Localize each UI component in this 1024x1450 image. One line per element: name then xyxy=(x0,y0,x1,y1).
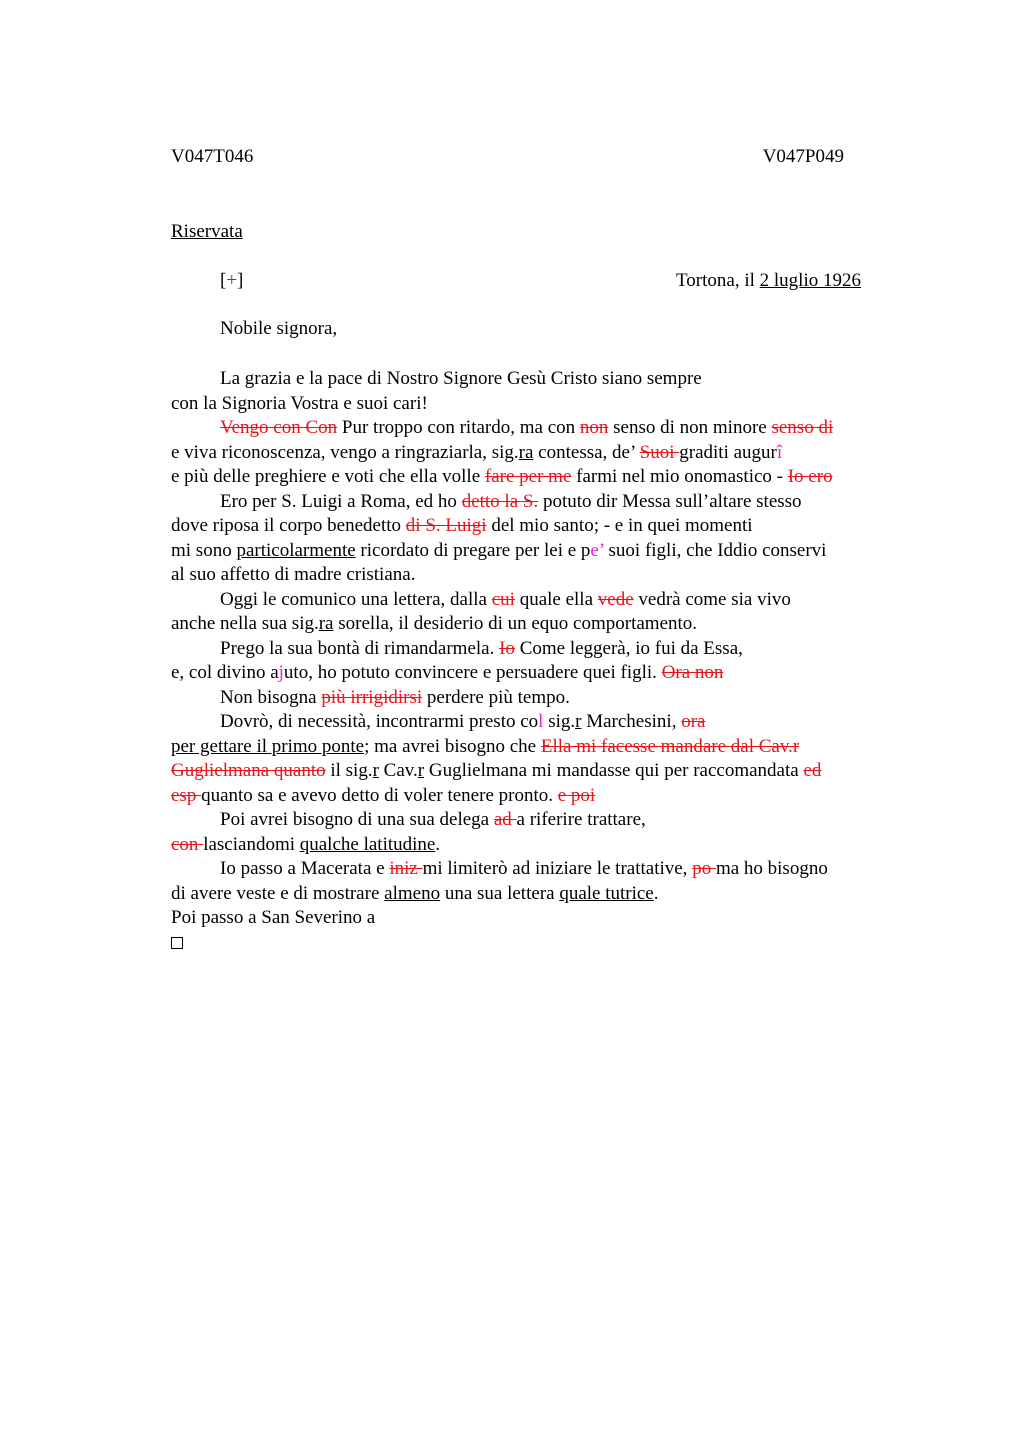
insertion: l xyxy=(538,711,544,732)
deletion: cui xyxy=(491,588,515,610)
cross-mark: [+] xyxy=(220,270,244,291)
underlined-text: almeno xyxy=(384,882,441,904)
deletion: esp xyxy=(171,784,202,806)
text-line: Poi avrei bisogno di una sua delega ad a riferire trattare, xyxy=(220,809,646,830)
text-line: dove riposa il corpo benedetto di S. Luigi del mio santo; - e in quei momenti xyxy=(171,515,753,536)
text-line: al suo affetto di madre cristiana. xyxy=(171,564,416,585)
left-document-id: V047T046 xyxy=(171,146,254,167)
checkbox-square-icon xyxy=(171,937,183,949)
text-line: Vengo con Con Pur troppo con ritardo, ma con non senso di non minore senso di xyxy=(220,417,834,438)
text-line: Dovrò, di necessità, incontrarmi presto col sig.r Marchesini, ora xyxy=(220,711,706,732)
right-document-id: V047P049 xyxy=(762,146,844,167)
text-line: e più delle preghiere e voti che ella volle fare per me farmi nel mio onomastico - Io ero xyxy=(171,466,833,487)
text-line: Poi passo a San Severino a xyxy=(171,907,376,928)
deletion: vede xyxy=(597,588,634,610)
place-date: Tortona, il 2 luglio 1926 xyxy=(676,270,861,291)
deletion: Io xyxy=(499,637,515,659)
insertion: e’ xyxy=(590,539,604,561)
text-line: Prego la sua bontà di rimandarmela. Io Come leggerà, io fui da Essa, xyxy=(220,637,743,659)
document-ids xyxy=(171,146,844,170)
insertion: j xyxy=(278,662,284,683)
underlined-text: ra xyxy=(318,613,334,634)
deletion: iniz xyxy=(389,858,423,879)
deletion: ad xyxy=(493,809,517,830)
end-marker xyxy=(171,931,901,956)
letter-date: 2 luglio 1926 xyxy=(759,270,861,291)
underlined-text: ra xyxy=(518,441,534,463)
deletion: po xyxy=(692,858,716,879)
deletion: ora xyxy=(681,711,706,732)
underlined-text: particolarmente xyxy=(236,539,356,561)
text-line: La grazia e la pace di Nostro Signore Gesù Cristo siano sempre xyxy=(220,368,702,389)
text-line: con lasciandomi qualche latitudine. xyxy=(171,833,441,855)
deletion: Guglielmana quanto xyxy=(171,760,326,781)
cross-icon: + xyxy=(226,270,238,291)
text-line: e viva riconoscenza, vengo a ringraziarla, sig.ra contessa, de’ Suoi graditi augurî xyxy=(171,441,783,463)
deletion: Vengo con Con xyxy=(220,417,338,438)
text-line: per gettare il primo ponte; ma avrei bisogno che Ella mi facesse mandare dal Cav.r xyxy=(171,735,800,757)
underlined-text: r xyxy=(575,711,582,732)
text-line: Non bisogna più irrigidirsi perdere più tempo. xyxy=(220,686,570,708)
underlined-text: per gettare il primo ponte xyxy=(171,735,365,757)
text-line: esp quanto sa e avevo detto di voler tenere pronto. e poi xyxy=(171,784,596,806)
deletion: non xyxy=(579,417,609,438)
deletion: e poi xyxy=(557,784,596,806)
deletion: ed xyxy=(803,760,822,781)
text-line: Ero per S. Luigi a Roma, ed ho detto la S. potuto dir Messa sull’altare stesso xyxy=(220,490,802,512)
deletion: Ella mi facesse mandare dal Cav.r xyxy=(540,735,800,757)
underlined-text: r xyxy=(417,760,425,781)
text-line: mi sono particolarmente ricordato di pregare per lei e pe’ suoi figli, che Iddio conservi xyxy=(171,539,827,561)
underlined-text: r xyxy=(372,760,379,781)
letter-body xyxy=(171,367,901,955)
deletion: detto la S. xyxy=(461,490,539,512)
underlined-text: qualche latitudine xyxy=(299,833,436,855)
text-line: Io passo a Macerata e iniz mi limiterò ad iniziare le trattative, po ma ho bisogno xyxy=(220,858,828,879)
text-line: e, col divino ajuto, ho potuto convincere e persuadere quei figli. Ora non xyxy=(171,662,724,683)
deletion: Io ero xyxy=(787,466,833,487)
underlined-text: quale tutrice xyxy=(559,882,654,904)
insertion: î xyxy=(776,441,783,463)
text-line: Oggi le comunico una lettera, dalla cui quale ella vede vedrà come sia vivo xyxy=(220,588,791,610)
deletion: Ora non xyxy=(661,662,724,683)
deletion: con xyxy=(171,833,204,855)
deletion: fare per me xyxy=(484,466,572,487)
salutation: Nobile signora, xyxy=(220,318,338,339)
confidential-label: Riservata xyxy=(171,221,243,242)
text-line: con la Signoria Vostra e suoi cari! xyxy=(171,392,428,414)
deletion: di S. Luigi xyxy=(405,515,487,536)
deletion: più irrigidirsi xyxy=(321,686,423,708)
dateline xyxy=(220,270,861,294)
text-line: Guglielmana quanto il sig.r Cav.r Guglielmana mi mandasse qui per raccomandata ed xyxy=(171,760,822,781)
text-line: anche nella sua sig.ra sorella, il desiderio di un equo comportamento. xyxy=(171,613,698,634)
text-line: di avere veste e di mostrare almeno una sua lettera quale tutrice. xyxy=(171,882,659,904)
deletion: Suoi xyxy=(639,441,680,463)
deletion: senso di xyxy=(771,417,834,438)
